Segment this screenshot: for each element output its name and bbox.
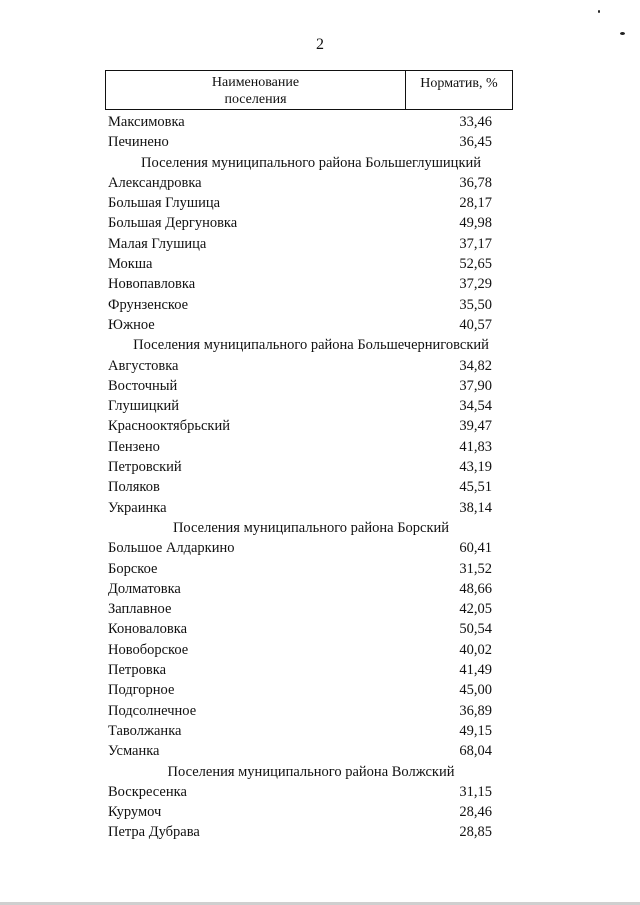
settlement-name: Большое Алдаркино: [108, 540, 235, 557]
normative-value: 40,02: [459, 641, 492, 658]
settlement-name: Коноваловка: [108, 621, 188, 638]
normative-value: 37,17: [459, 235, 492, 252]
settlement-name: Новоборское: [108, 641, 189, 658]
page-number: 2: [316, 36, 324, 53]
column-header-settlement: [106, 71, 406, 109]
normative-value: 41,83: [459, 438, 492, 455]
scan-speck: [620, 32, 625, 35]
normative-value: 45,51: [459, 479, 492, 496]
normative-value: 49,98: [459, 215, 492, 232]
normative-value: 34,54: [459, 398, 492, 415]
section-heading-text: Поселения муниципального района Волжский: [167, 763, 455, 780]
table-row: [106, 721, 516, 741]
normative-value: 36,78: [459, 174, 492, 191]
settlement-name: Мокша: [108, 256, 153, 273]
section-heading: [106, 153, 516, 173]
normative-value: 40,57: [459, 316, 492, 333]
table-row: [106, 416, 516, 436]
section-heading: [106, 518, 516, 538]
settlement-name: Подсолнечное: [108, 702, 197, 719]
settlement-name: Петровский: [108, 459, 182, 476]
table-row: [106, 295, 516, 315]
column-header-normative: Норматив, %: [420, 76, 498, 91]
table-row: [106, 538, 516, 558]
section-heading: [106, 335, 516, 355]
normative-value: 28,46: [459, 804, 492, 821]
settlement-name: Усманка: [108, 743, 160, 760]
settlement-name: Малая Глушица: [108, 235, 207, 252]
normative-value: 31,15: [459, 783, 492, 800]
settlement-name: Печинено: [108, 134, 169, 151]
normative-value: 49,15: [459, 722, 492, 739]
settlement-name: Южное: [108, 316, 155, 333]
table-header: [105, 70, 513, 110]
table-row: [106, 356, 516, 376]
table-row: [106, 660, 516, 680]
normative-value: 52,65: [459, 256, 492, 273]
normative-value: 48,66: [459, 580, 492, 597]
normative-value: 36,45: [459, 134, 492, 151]
table-row: [106, 802, 516, 822]
normative-value: 43,19: [459, 459, 492, 476]
scan-speck: [598, 10, 600, 13]
table-row: [106, 498, 516, 518]
table-row: [106, 559, 516, 579]
table-row: [106, 396, 516, 416]
table-row: [106, 599, 516, 619]
section-heading-text: Поселения муниципального района Борский: [172, 519, 450, 536]
settlement-name: Краснооктябрьский: [108, 418, 230, 435]
table-row: [106, 579, 516, 599]
column-header-settlement-line2: поселения: [224, 92, 287, 107]
normative-value: 33,46: [459, 114, 492, 130]
section-heading-text: Поселения муниципального района Большечерниговский: [133, 337, 489, 354]
settlement-name: Петра Дубрава: [108, 824, 200, 841]
settlement-name: Восточный: [108, 377, 178, 394]
table-row: [106, 680, 516, 700]
settlement-name: Александровка: [108, 174, 202, 191]
settlement-name: Таволжанка: [108, 722, 182, 739]
section-heading-text: Поселения муниципального района Большеглушицкий: [140, 154, 482, 171]
table-row: [106, 640, 516, 660]
settlement-name: Пензено: [108, 438, 160, 455]
normative-value: 60,41: [459, 540, 492, 557]
settlement-name: Курумоч: [108, 804, 162, 821]
settlement-name: Максимовка: [108, 114, 185, 130]
table-body: [106, 112, 516, 843]
normative-value: 35,50: [459, 296, 492, 313]
table-row: [106, 477, 516, 497]
normative-value: 41,49: [459, 662, 492, 679]
settlement-name: Поляков: [108, 479, 160, 496]
normative-value: 28,17: [459, 195, 492, 212]
table-row: [106, 437, 516, 457]
normative-value: 37,90: [459, 377, 492, 394]
normative-value: 39,47: [459, 418, 492, 435]
table-row: [106, 274, 516, 294]
settlement-name: Воскресенка: [108, 783, 187, 800]
normative-value: 34,82: [459, 357, 492, 374]
settlement-name: Заплавное: [108, 601, 172, 618]
table-row: [106, 315, 516, 335]
normative-value: 68,04: [459, 743, 492, 760]
table-row: [106, 213, 516, 233]
column-header-settlement-line1: Наименование: [211, 75, 300, 90]
table-row: [106, 457, 516, 477]
normative-value: 38,14: [459, 499, 492, 516]
settlement-name: Большая Дергуновка: [108, 215, 238, 232]
settlement-name: Подгорное: [108, 682, 175, 699]
table-row: [106, 193, 516, 213]
table-row: [106, 619, 516, 639]
settlement-name: Фрунзенское: [108, 296, 189, 313]
table-row: [106, 234, 516, 254]
settlement-name: Борское: [108, 560, 158, 577]
settlement-name: Новопавловка: [108, 276, 196, 293]
settlement-name: Долматовка: [108, 580, 181, 597]
table-row: [106, 173, 516, 193]
table-row: [106, 112, 516, 132]
normative-value: 28,85: [459, 824, 492, 841]
settlement-name: Петровка: [108, 662, 167, 679]
normative-value: 45,00: [459, 682, 492, 699]
normative-value: 37,29: [459, 276, 492, 293]
table-row: [106, 376, 516, 396]
settlement-name: Большая Глушица: [108, 195, 221, 212]
table-row: [106, 701, 516, 721]
section-heading: [106, 762, 516, 782]
settlement-name: Украинка: [108, 499, 167, 516]
normative-value: 50,54: [459, 621, 492, 638]
settlement-name: Августовка: [108, 357, 179, 374]
normative-value: 36,89: [459, 702, 492, 719]
table-row: [106, 254, 516, 274]
table-row: [106, 782, 516, 802]
normative-value: 31,52: [459, 560, 492, 577]
table-row: [106, 132, 516, 152]
table-row: [106, 822, 516, 842]
settlement-name: Глушицкий: [108, 398, 180, 415]
normative-value: 42,05: [459, 601, 492, 618]
table-row: [106, 741, 516, 761]
